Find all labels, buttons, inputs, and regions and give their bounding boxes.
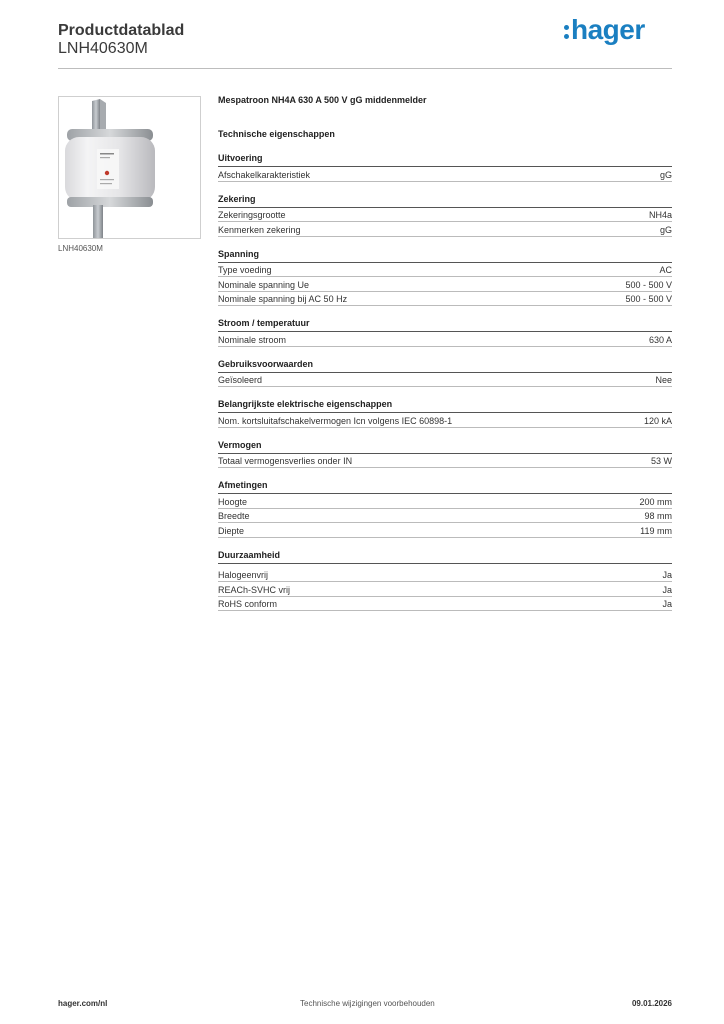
header-divider (58, 68, 672, 69)
spec-value: gG (659, 169, 672, 180)
spec-label: Kenmerken zekering (218, 224, 301, 235)
spec-value: 500 - 500 V (625, 294, 672, 304)
spec-row (218, 597, 672, 612)
spec-row (218, 208, 672, 223)
spec-label: Type voeding (218, 265, 272, 275)
spec-label: Breedte (218, 511, 250, 521)
footer-date: 09.01.2026 (631, 999, 672, 1008)
spec-label: Nom. kortsluitafschakelvermogen Icn volgens IEC 60898-1 (218, 415, 453, 426)
spec-label: Hoogte (218, 496, 248, 507)
spec-row (218, 494, 672, 509)
hager-logo (564, 16, 645, 48)
footer-website[interactable]: hager.com/nl (58, 999, 108, 1008)
spec-label: Nominale spanning Ue (218, 279, 310, 290)
spec-value: 98 mm (644, 511, 672, 521)
spec-value: 119 mm (640, 525, 672, 536)
spec-groups (218, 153, 672, 611)
spec-value: gG (659, 224, 672, 235)
spec-group-title: Stroom / temperatuur (218, 318, 672, 332)
product-photo (58, 96, 201, 239)
fuse-cartridge-photo-icon (59, 97, 201, 239)
spec-group-title: Vermogen (218, 440, 672, 454)
spec-group-title: Duurzaamheid (218, 550, 672, 564)
spec-group-title: Gebruiksvoorwaarden (218, 359, 672, 373)
spec-row (218, 454, 672, 469)
logo-dots-icon (564, 25, 569, 39)
spec-label: Nominale spanning bij AC 50 Hz (218, 294, 348, 304)
spec-value: Ja (662, 570, 672, 580)
spec-label: Diepte (218, 525, 245, 536)
product-title: Mespatroon NH4A 630 A 500 V gG middenmelder (218, 95, 427, 105)
spec-value: 53 W (650, 456, 672, 466)
spec-row (218, 222, 672, 237)
spec-row (218, 582, 672, 597)
spec-label: REACh-SVHC vrij (218, 584, 291, 595)
spec-row (218, 413, 672, 428)
spec-group-title: Zekering (218, 194, 672, 208)
spec-group-title: Belangrijkste elektrische eigenschappen (218, 399, 672, 413)
section-heading: Technische eigenschappen (218, 129, 335, 139)
spec-label: Nominale stroom (218, 334, 287, 345)
spec-row (218, 292, 672, 307)
logo-text: hager (571, 14, 645, 45)
photo-caption: LNH40630M (58, 244, 103, 253)
spec-value: Ja (662, 599, 672, 609)
spec-label: Totaal vermogensverlies onder IN (218, 456, 353, 466)
spec-label: Afschakelkarakteristiek (218, 169, 311, 180)
spec-value: Nee (655, 375, 672, 385)
spec-row (218, 373, 672, 388)
spec-row (218, 277, 672, 292)
spec-row (218, 568, 672, 583)
spec-label: Geïsoleerd (218, 375, 263, 385)
spec-group-title: Spanning (218, 249, 672, 263)
spec-group-title: Uitvoering (218, 153, 672, 167)
spec-content (218, 95, 672, 611)
spec-row (218, 523, 672, 538)
spec-value: AC (659, 265, 672, 275)
spec-value: 500 - 500 V (625, 279, 672, 290)
spec-label: Halogeenvrij (218, 570, 269, 580)
spec-group-title: Afmetingen (218, 480, 672, 494)
spec-value: 120 kA (643, 415, 672, 426)
spec-row (218, 509, 672, 524)
spec-row (218, 167, 672, 182)
spec-value: 200 mm (639, 496, 672, 507)
spec-row (218, 263, 672, 278)
product-code-heading: LNH40630M (58, 40, 148, 57)
spec-label: Zekeringsgrootte (218, 210, 286, 220)
spec-label: RoHS conform (218, 599, 278, 609)
spec-row (218, 332, 672, 347)
footer-notice: Technische wijzigingen voorbehouden (300, 999, 435, 1008)
spec-value: 630 A (648, 334, 672, 345)
spec-value: NH4a (648, 210, 672, 220)
document-title: Productdatablad (58, 22, 185, 39)
spec-value: Ja (662, 584, 672, 595)
